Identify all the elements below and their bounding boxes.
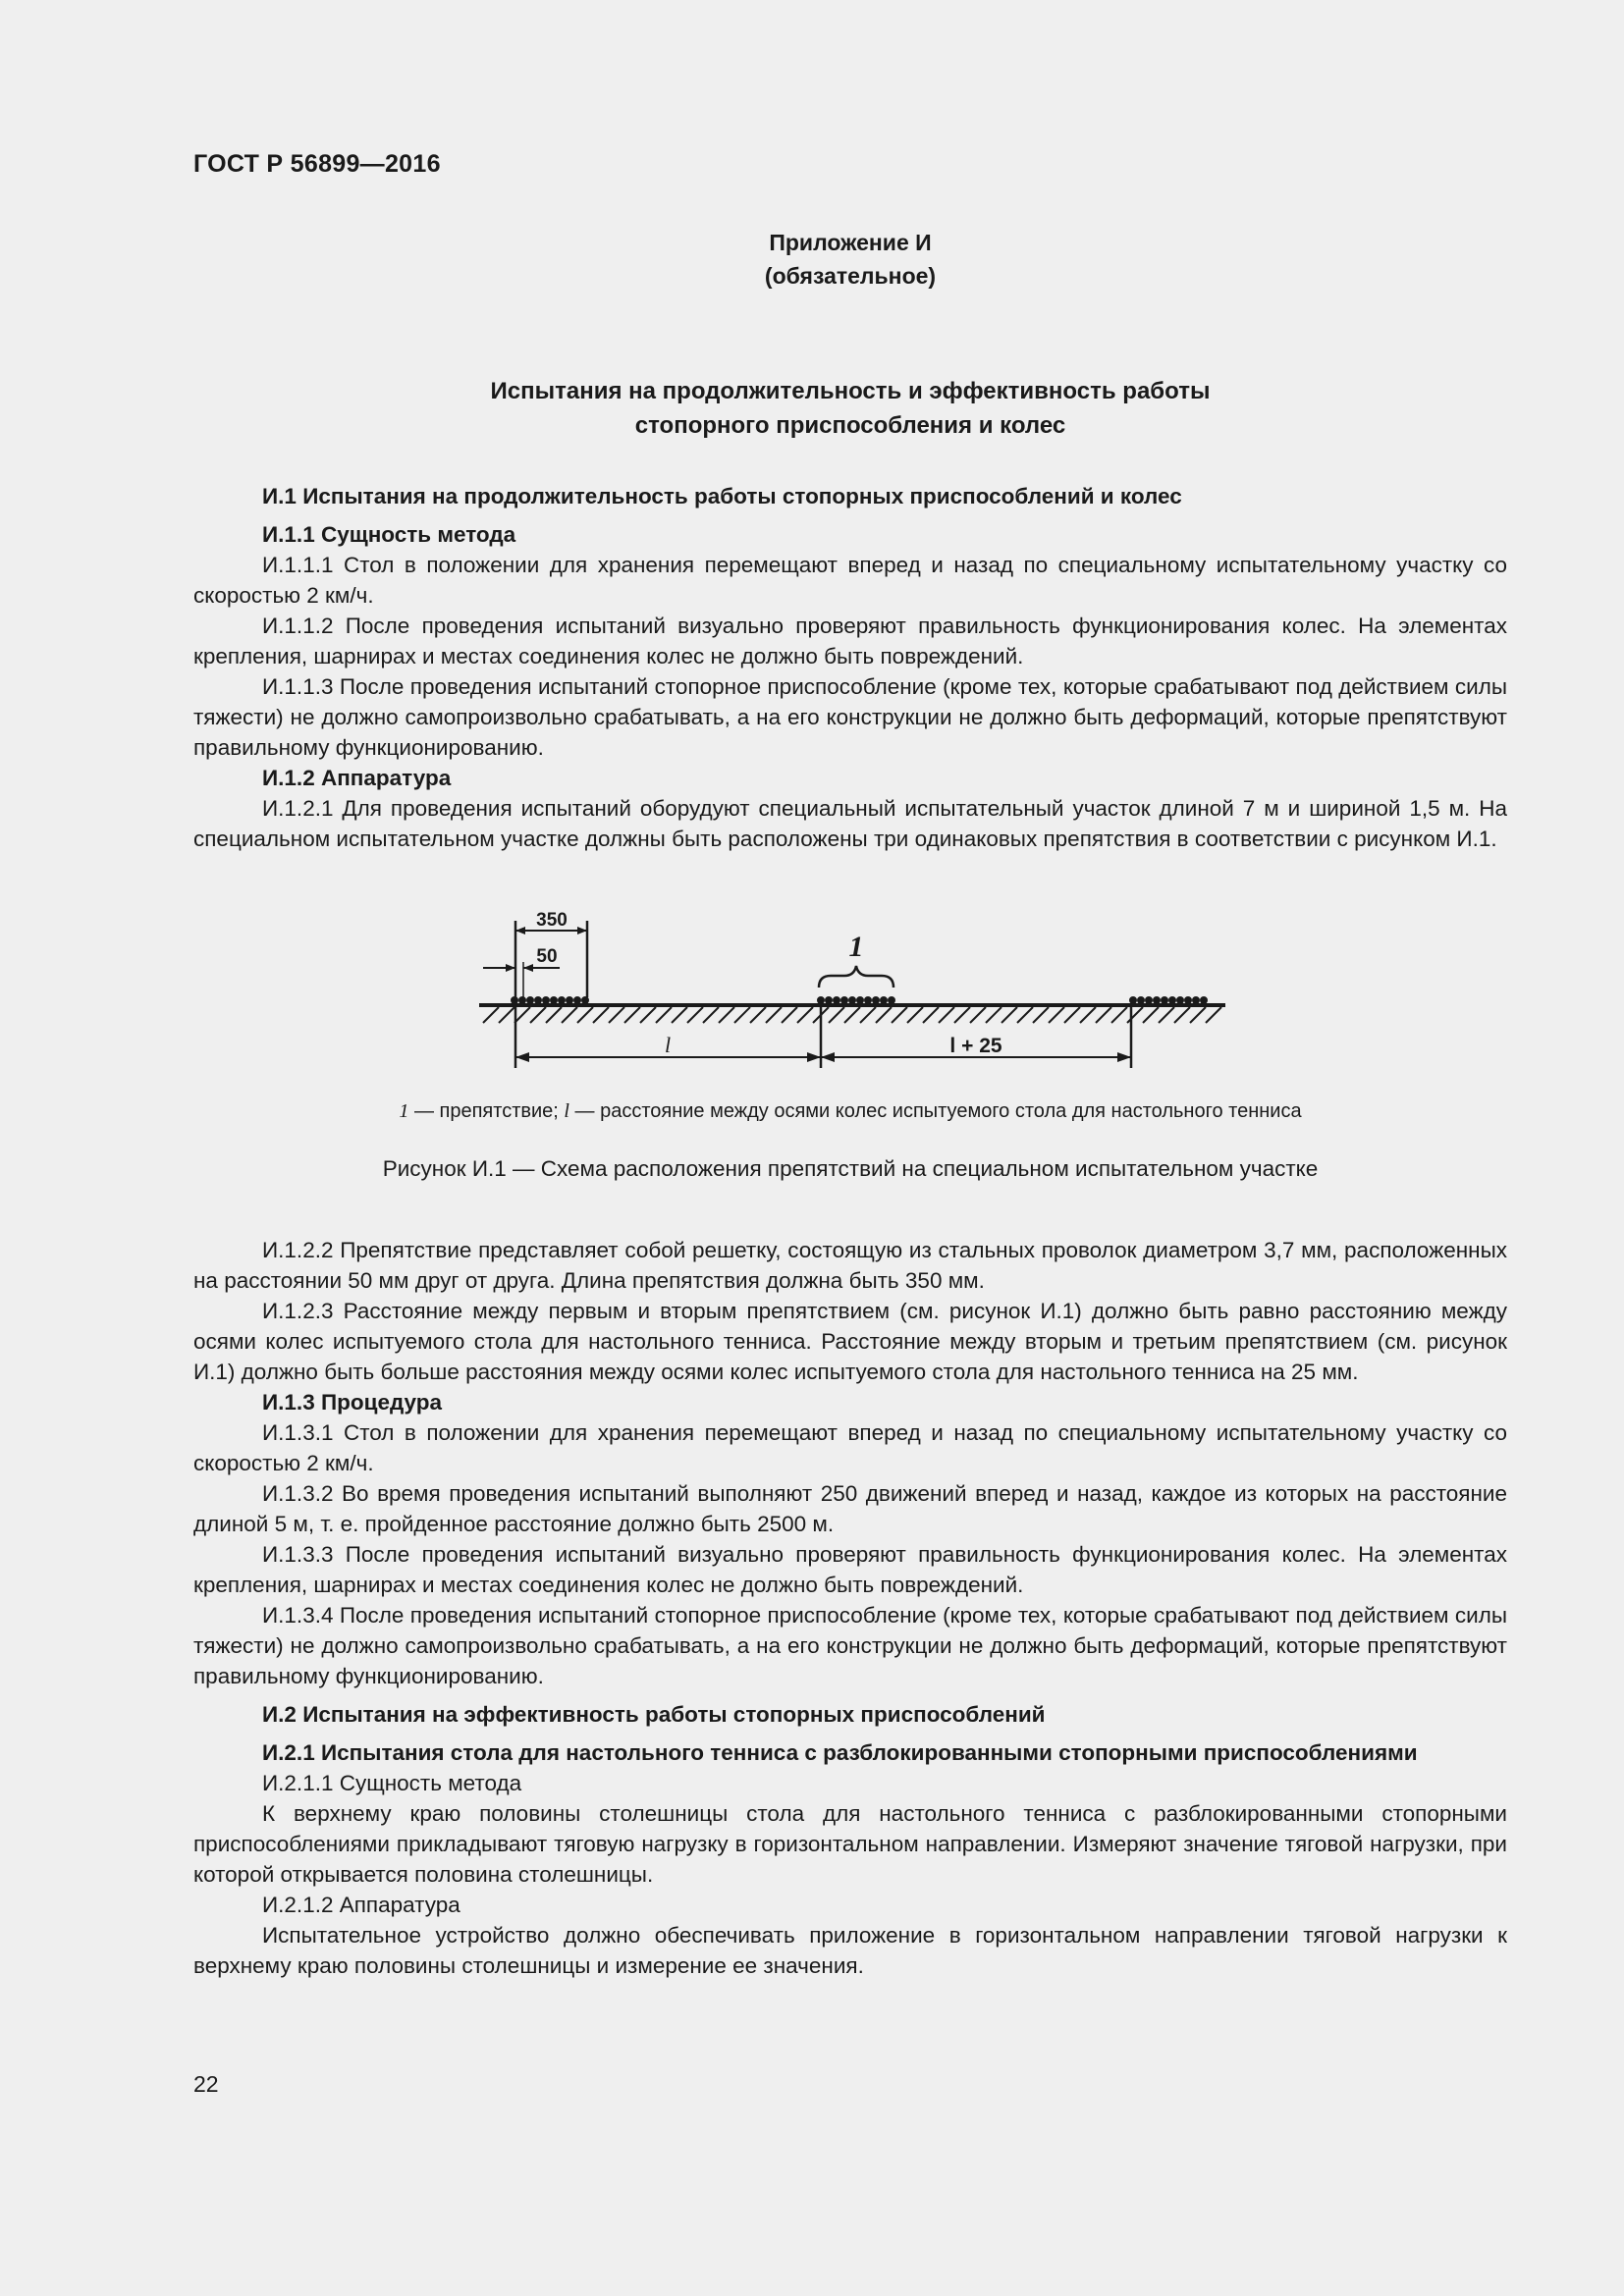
paragraph-1-1-3: И.1.1.3 После проведения испытаний стопорное приспособление (кроме тех, которые срабатывают под действием силы тяжести) не должно самопроизвольно срабатывать, а на его конструкции не должно быть деформаций, которые препятствуют правильному функционированию. <box>193 674 1507 760</box>
paragraph-2-1-1: К верхнему краю половины столешницы стола для настольного тенниса с разблокированными стопорными приспособлениями прикладывают тяговую нагрузку в горизонтальном направлении. Измеряют значение тяговой нагрузки, при которой открывается половина столешницы. <box>193 1801 1507 1887</box>
paragraph-1-2-2: И.1.2.2 Препятствие представляет собой решетку, состоящую из стальных проволок диаметром 3,7 мм, расположенных на расстоянии 50 мм друг от друга. Длина препятствия должна быть 350 мм. <box>193 1238 1507 1293</box>
paragraph-1-2-1: И.1.2.1 Для проведения испытаний оборудуют специальный испытательный участок длиной 7 м и шириной 1,5 м. На специальном испытательном участке должны быть расположены три одинаковых препятствия в соответствии с рисунком И.1. <box>193 796 1507 851</box>
figure-legend <box>193 1100 1507 1123</box>
ground-hatching <box>483 1007 1221 1023</box>
title-line-1: Испытания на продолжительность и эффективность работы <box>490 378 1211 404</box>
dim-l-label: l <box>664 1033 672 1057</box>
obstacle-label: 1 <box>848 931 864 963</box>
subsection-heading-2-1-2: И.2.1.2 Аппаратура <box>262 1893 460 1917</box>
paragraph-1-2-3: И.1.2.3 Расстояние между первым и вторым препятствием (см. рисунок И.1) должно быть равно расстоянию между осями колес испытуемого стола для настольного тенниса. Расстояние между вторым и третьим препятствием (см. рисунок И.1) должно быть больше расстояния между осями колес испытуемого стола для настольного тенниса на 25 мм. <box>193 1299 1507 1384</box>
dim-l25-label: l + 25 <box>949 1035 1002 1057</box>
legend-key-1: 1 <box>399 1100 409 1122</box>
subsection-heading-2-1-1: И.2.1.1 Сущность метода <box>262 1771 522 1795</box>
obstacle-1 <box>511 996 589 1004</box>
subsection-heading-2-1: И.2.1 Испытания стола для настольного тенниса с разблокированными стопорными приспособлениями <box>262 1740 1418 1765</box>
paragraph-1-3-1: И.1.3.1 Стол в положении для хранения перемещают вперед и назад по специальному испытательному участку со скоростью 2 км/ч. <box>193 1420 1507 1475</box>
dim-350-label: 350 <box>536 910 568 931</box>
section-1-text <box>193 473 1507 854</box>
obstacle-2 <box>817 996 895 1004</box>
subsection-heading-1-3: И.1.3 Процедура <box>262 1390 442 1415</box>
section-1b-text <box>193 1235 1507 1981</box>
section-heading-1: И.1 Испытания на продолжительность работы стопорных приспособлений и колес <box>262 484 1182 508</box>
extension-lines <box>515 921 1131 1068</box>
paragraph-1-3-3: И.1.3.3 После проведения испытаний визуально проверяют правильность функционирования колес. На элементах крепления, шарнирах и местах соединения колес не должно быть повреждений. <box>193 1542 1507 1597</box>
paragraph-1-1-1: И.1.1.1 Стол в положении для хранения перемещают вперед и назад по специальному испытательному участку со скоростью 2 км/ч. <box>193 553 1507 608</box>
obstacle-3 <box>1129 996 1208 1004</box>
appendix-heading <box>193 226 1507 293</box>
paragraph-1-1-2: И.1.1.2 После проведения испытаний визуально проверяют правильность функционирования колес. На элементах крепления, шарнирах и местах соединения колес не должно быть повреждений. <box>193 614 1507 668</box>
legend-text-2: — расстояние между осями колес испытуемого стола для настольного тенниса <box>568 1100 1302 1122</box>
legend-key-2: l <box>564 1100 569 1122</box>
page-number: 22 <box>193 2071 219 2097</box>
page-title <box>193 374 1507 443</box>
figure-caption: Рисунок И.1 — Схема расположения препятствий на специальном испытательном участке <box>382 1156 1319 1181</box>
document-code: ГОСТ Р 56899—2016 <box>193 150 441 178</box>
appendix-status: (обязательное) <box>764 263 937 289</box>
title-line-2: стопорного приспособления и колес <box>634 412 1066 439</box>
legend-text-1: — препятствие; <box>408 1100 565 1122</box>
obstacle-brace <box>819 966 893 988</box>
paragraph-2-1-2: Испытательное устройство должно обеспечивать приложение в горизонтальном направлении тяговой нагрузки к верхнему краю половины столешницы и измерение ее значения. <box>193 1923 1507 1978</box>
paragraph-1-3-4: И.1.3.4 После проведения испытаний стопорное приспособление (кроме тех, которые срабатывают под действием силы тяжести) не должно самопроизвольно срабатывать, а на его конструкции не должно быть деформаций, которые препятствуют правильному функционированию. <box>193 1603 1507 1688</box>
section-heading-2: И.2 Испытания на эффективность работы стопорных приспособлений <box>262 1702 1046 1727</box>
obstacle-diagram <box>461 903 1237 1080</box>
subsection-heading-1-2: И.1.2 Аппаратура <box>262 766 452 790</box>
appendix-title: Приложение И <box>769 230 932 255</box>
paragraph-1-3-2: И.1.3.2 Во время проведения испытаний выполняют 250 движений вперед и назад, каждое из которых на расстояние длиной 5 м, т. е. пройденное расстояние должно быть 2500 м. <box>193 1481 1507 1536</box>
dim-50-label: 50 <box>536 946 558 967</box>
subsection-heading-1-1: И.1.1 Сущность метода <box>262 522 516 547</box>
